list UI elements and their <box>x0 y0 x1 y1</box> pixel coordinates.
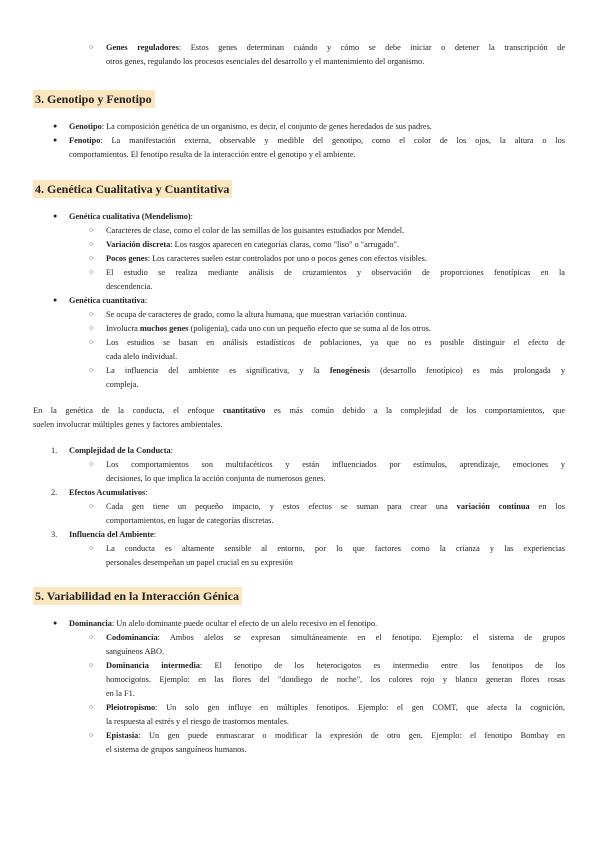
complejidad-line-1: Los comportamientos son multifacéticos y están influenciados por estímulos, aprendizaje, emociones y <box>106 460 565 469</box>
codominancia-line-1: Codominancia: Ambos alelos se expresan simultáneamente en el fenotipo. Ejemplo: el sistema de grupos <box>106 633 565 642</box>
complejidad-heading: Complejidad de la Conducta: <box>69 446 173 455</box>
hollow-bullet: ○ <box>89 226 94 234</box>
intermedia-line-1: Dominancia intermedia: El fenotipo de los heterocigotos es intermedio entre los fenotipos de los <box>106 661 565 670</box>
hollow-bullet: ○ <box>89 43 94 51</box>
cuan-item-4-line-1: La influencia del ambiente es significativa, y la fenogénesis (desarrollo fenotípico) es más prolongada y <box>106 366 565 375</box>
genes-reguladores-line-1: Genes reguladores: Estos genes determinan cuándo y cómo se debe iniciar o detener la transcripción de <box>106 43 566 52</box>
section-4-heading: 4. Genética Cualitativa y Cuantitativa <box>33 180 232 198</box>
cual-item-1: Caracteres de clase, como el color de las semillas de los guisantes estudiados por Mendel. <box>106 226 405 235</box>
fenotipo-line-2: comportamientos. El fenotipo resulta de la interacción entre el genotipo y el ambiente. <box>69 150 356 159</box>
epistasia-line-1: Epistasia: Un gen puede enmascarar o modificar la expresión de otro gen. Ejemplo: el fenotipo Bombay en <box>106 731 565 740</box>
pleiotropismo-line-2: la respuesta al estrés y el riesgo de trastornos mentales. <box>106 717 289 726</box>
genetica-cualitativa-line: Genética cualitativa (Mendelismo): <box>69 212 193 221</box>
intermedia-line-3: en la F1. <box>106 689 135 698</box>
cuan-item-3-line-1: Los estudios se basan en análisis estadísticos de poblaciones, ya que no es posible distinguir el efecto de <box>106 338 565 347</box>
codominancia-line-2: sanguíneos ABO. <box>106 647 165 656</box>
hollow-bullet: ○ <box>89 254 94 262</box>
hollow-bullet: ○ <box>89 324 94 332</box>
influencia-line-2: personales desempeñan un papel crucial en su expresión <box>106 558 293 567</box>
hollow-bullet: ○ <box>89 310 94 318</box>
cual-item-4-line-2: descendencia. <box>106 282 153 291</box>
cuan-item-2: Involucra muchos genes (poligenia), cada uno con un pequeño efecto que se suma al de los otros. <box>106 324 431 333</box>
hollow-bullet: ○ <box>89 502 94 510</box>
paragraph-line-1: En la genética de la conducta, el enfoque cuantitativo es más común debido a la complejidad de los comportamientos, que <box>33 406 565 415</box>
hollow-bullet: ○ <box>89 366 94 374</box>
hollow-bullet: ○ <box>89 240 94 248</box>
efectos-line-1: Cada gen tiene un pequeño impacto, y estos efectos se suman para crear una variación continua en los <box>106 502 565 511</box>
pleiotropismo-line-1: Pleiotropismo: Un solo gen influye en múltiples fenotipos. Ejemplo: el gen COMT, que afecta la cognición, <box>106 703 565 712</box>
hollow-bullet: ○ <box>89 703 94 711</box>
filled-bullet: ● <box>53 122 58 130</box>
hollow-bullet: ○ <box>89 731 94 739</box>
cuan-item-1: Se ocupa de caracteres de grado, como la altura humana, que muestran variación continua. <box>106 310 407 319</box>
genes-reguladores-line-2: otros genes, regulando los procesos esenciales del desarrollo y el mantenimiento del organismo. <box>106 57 425 66</box>
filled-bullet: ● <box>53 136 58 144</box>
hollow-bullet: ○ <box>89 268 94 276</box>
efectos-line-2: comportamientos, en lugar de categorías discretas. <box>106 516 274 525</box>
dominancia-line: Dominancia: Un alelo dominante puede ocultar el efecto de un alelo recesivo en el fenotipo. <box>69 619 378 628</box>
intermedia-line-2: homocigotos. Ejemplo: en las flores del "dondiego de noche", los colores rojo y blanco generan flores rosas <box>106 675 565 684</box>
cual-item-3: Pocos genes: Los caracteres suelen estar controlados por uno o pocos genes con efectos visibles. <box>106 254 427 263</box>
genetica-cuantitativa-line: Genética cuantitativa: <box>69 296 148 305</box>
influencia-heading: Influencia del Ambiente: <box>69 530 157 539</box>
hollow-bullet: ○ <box>89 633 94 641</box>
list-number: 1. <box>51 446 58 455</box>
filled-bullet: ● <box>53 212 58 220</box>
list-number: 2. <box>51 488 58 497</box>
epistasia-line-2: el sistema de grupos sanguíneos humanos. <box>106 745 247 754</box>
section-5-heading: 5. Variabilidad en la Interacción Génica <box>33 587 242 605</box>
hollow-bullet: ○ <box>89 338 94 346</box>
hollow-bullet: ○ <box>89 544 94 552</box>
cuan-item-3-line-2: cada alelo individual. <box>106 352 178 361</box>
hollow-bullet: ○ <box>89 460 94 468</box>
list-number: 3. <box>51 530 58 539</box>
cual-item-4-line-1: El estudio se realiza mediante análisis de cruzamientos y observación de proporciones fenotípicas en la <box>106 268 565 277</box>
complejidad-line-2: decisiones, lo que implica la acción conjunta de numerosos genes. <box>106 474 326 483</box>
cual-item-2: Variación discreta: Los rasgos aparecen en categorías claras, como "liso" o "arrugado". <box>106 240 400 249</box>
section-3-heading: 3. Genotipo y Fenotipo <box>33 90 155 108</box>
hollow-bullet: ○ <box>89 661 94 669</box>
genotipo-line: Genotipo: La composición genética de un organismo, es decir, el conjunto de genes heredados de sus padres. <box>69 122 432 131</box>
efectos-heading: Efectos Acumulativos: <box>69 488 148 497</box>
filled-bullet: ● <box>53 296 58 304</box>
fenotipo-line-1: Fenotipo: La manifestación externa, observable y medible del genotipo, como el color de los ojos, la altura o los <box>69 136 565 145</box>
filled-bullet: ● <box>53 619 58 627</box>
paragraph-line-2: suelen involucrar múltiples genes y factores ambientales. <box>33 420 223 429</box>
influencia-line-1: La conducta es altamente sensible al entorno, por lo que factores como la crianza y las experiencias <box>106 544 565 553</box>
cuan-item-4-line-2: compleja. <box>106 380 139 389</box>
